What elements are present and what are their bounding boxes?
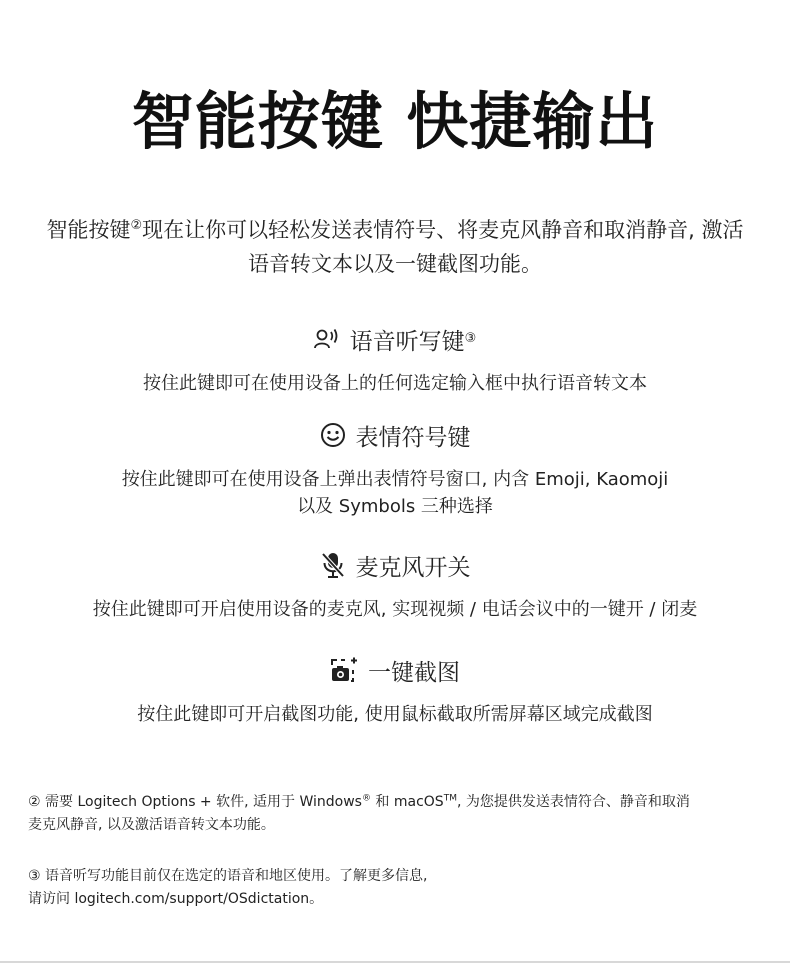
footnote-3 — [28, 865, 758, 911]
feature-description — [0, 370, 790, 397]
footnote-text: 和 macOS — [370, 794, 444, 810]
feature-description-line: 按住此键即可在使用设备上弹出表情符号窗口, 内含 Emoji, Kaomoji — [121, 469, 669, 490]
footnote-text: ③ 语音听写功能目前仅在选定的语音和地区使用。了解更多信息, — [28, 868, 428, 884]
feature-description — [0, 701, 790, 728]
mic-mute-icon — [320, 551, 346, 579]
intro-text-after: 现在让你可以轻松发送表情符号、将麦克风静音和取消静音, 激活语音转文本以及一键截图功能。 — [142, 218, 744, 276]
feature-description — [0, 466, 790, 520]
intro-paragraph — [40, 213, 750, 281]
feature-title: 一键截图 — [368, 659, 460, 686]
feature-voice-dictation: 语音听写键 ③ 按住此键即可在使用设备上的任何选定输入框中执行语音转文本 — [0, 322, 790, 397]
footnote-2 — [28, 791, 758, 837]
feature-emoji — [0, 418, 790, 520]
feature-description-line: 按住此键即可在使用设备上的任何选定输入框中执行语音转文本 — [143, 373, 647, 394]
footnote-text: 请访问 logitech.com/support/OSdictation。 — [28, 891, 324, 907]
feature-screenshot — [0, 653, 790, 728]
feature-description-line: 按住此键即可开启使用设备的麦克风, 实现视频 / 电话会议中的一键开 / 闭麦 — [92, 599, 698, 620]
footnote-text: ② 需要 Logitech Options + 软件, 适用于 Windows — [28, 794, 362, 810]
footnote-text: , 为您提供发送表情符合、静音和取消 — [456, 794, 690, 810]
trademark-mark: TM — [443, 793, 457, 804]
registered-mark: ® — [361, 793, 371, 804]
feature-title: 语音听写键 — [349, 328, 465, 355]
intro-text-before: 智能按键 — [46, 218, 131, 242]
footnote-text: 麦克风静音, 以及激活语音转文本功能。 — [28, 817, 275, 833]
feature-description-line: 以及 Symbols 三种选择 — [297, 496, 493, 517]
voice-dictation-icon — [314, 327, 340, 351]
intro-footnote-mark: ② — [130, 218, 143, 233]
feature-title: 表情符号键 — [355, 424, 471, 451]
screenshot-icon — [330, 657, 358, 683]
emoji-smiley-icon — [320, 422, 346, 448]
feature-description-line: 按住此键即可开启截图功能, 使用鼠标截取所需屏幕区域完成截图 — [137, 704, 653, 725]
feature-title: 麦克风开关 — [355, 554, 471, 581]
feature-mic-toggle — [0, 548, 790, 623]
page-title: 智能按键 快捷输出 — [131, 85, 659, 158]
feature-description — [0, 596, 790, 623]
